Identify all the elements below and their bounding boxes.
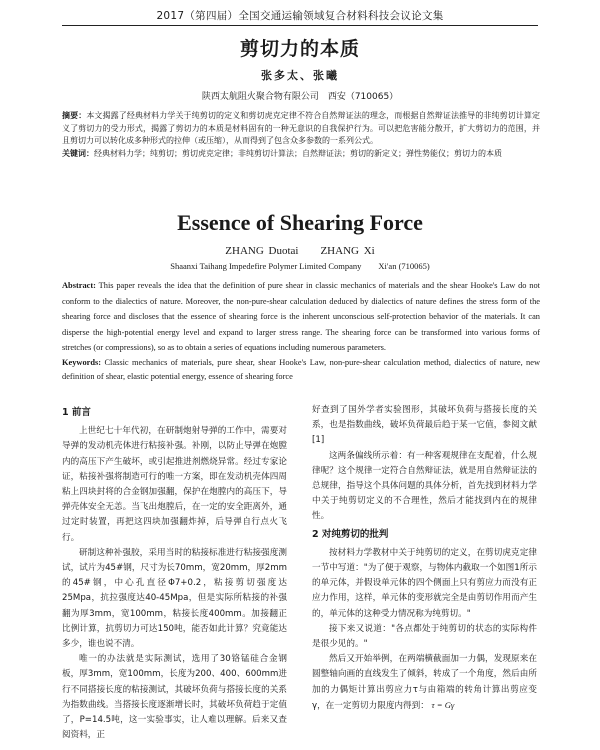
english-abstract-text: This paper reveals the idea that the definition of pure shear in classic mechanics of materials and the shear Hooke's Law do not conform to the dialectics of nature. Moreover, the non-pure-shear calculation deduced by dialectics of nature defines the stress form of the shearing force and discloses that the essence of shearing force is the inherent unconscious self-protection behavior of the materials. It can disperse the high-potential energy level and expand to larger stress range. The shearing force can be transformed into various forms of stretches (or compressions), so as to obtain a series of equations including numerous parameters. (62, 281, 540, 352)
chinese-title: 剪切力的本质 (239, 38, 360, 60)
paragraph: 唯一的办法就是实际测试，选用了30铬锰硅合金钢板，厚3mm，宽100mm，长度为200、400、600mm进行不同搭接长度的粘接测试，其破坏负荷与搭接长度的关系为指数曲线。当搭接长度逐渐增长时，其破坏负荷趋于定值了，P=14.5吨，这一实验事实，让人难以理解。后来又查阅资料，正 (62, 654, 287, 741)
header-rule (62, 25, 538, 26)
paragraph: 研制这种补强胶，采用当时的粘接标准进行粘接强度测试，试片为45#钢，尺寸为长70mm，宽20mm，厚2mm的45#钢，中心孔直径Φ7+0.2，粘接剪切强度达25Mpa，抗拉强度达40-45Mpa，但是实际所粘接的补强翻为厚3mm，宽100mm，粘接长度400mm。加接翻正比例计算，抗剪切力可达150吨，能否如此计算？究竟能达多少，谁也说不清。 (62, 547, 287, 650)
english-title: Essence of Shearing Force (177, 210, 423, 235)
english-keywords-block (62, 356, 540, 384)
chinese-keywords-text: 经典材料力学；纯剪切；剪切虎克定律；非纯剪切计算法；自然辩证法；剪切的新定义；弹性势能仪；剪切力的本质 (94, 148, 502, 158)
left-column (62, 403, 287, 743)
chinese-abstract-label: 摘要： (62, 111, 87, 120)
section-1-heading: 1 前言 (62, 407, 91, 418)
english-authors: ZHANG Duotai ZHANG Xi (225, 245, 375, 257)
chinese-abstract-text: 本文揭露了经典材料力学关于纯剪切的定义和剪切虎克定律不符合自然辩证法的理念，而根据自然辩证法推导的非纯剪切计算定义了剪切力的受力形式，揭露了剪切力的本质是材料固有的一种无意识的自我保护行为。可以把危害能分散开，扩大剪切力的范围，并且剪切力可以转化成多种形式的拉伸（或压缩），从而得到了包含众多参数的一系列公式。 (62, 111, 540, 145)
chinese-abstract-block (62, 110, 540, 160)
english-abstract-label: Abstract: (62, 281, 96, 290)
english-affiliation: Shaanxi Taihang Impedefire Polymer Limited Company Xi'an (710065) (170, 261, 430, 271)
paragraph: 接下来又说道："各点都处于纯剪切的状态的实际构件是很少见的。" (312, 623, 537, 650)
paragraph: 上世纪七十年代初，在研制炮射导弹的工作中，需要对导弹的发动机壳体进行粘接补强。补刚，以防止导弹在炮膛内的高压下产生破坏，或引起推进剂燃烧异常。经过专家论证，粘接补强将制造可行的唯一方案，即在发动机壳体四周粘上四块封将的合金钢加强翻，保护在炮膛内的高压下，导弹壳体安全无恙。当飞出炮膛后，在一定的安全距离外，通过定时装置，再把这四块加强翻炸掉，后导弹自行点火飞行。 (62, 426, 287, 543)
english-keywords-text: Classic mechanics of materials, pure shear, shear Hooke's Law, non-pure-shear calculation method, dialectics of nature, new definition of shear, elastic potential energy, essence of shearing force (62, 358, 540, 381)
chinese-affiliation: 陕西太航阻火聚合物有限公司 西安（710065） (201, 92, 399, 102)
shear-formula: τ = Gγ (431, 699, 455, 710)
right-column (312, 403, 537, 714)
paragraph: 按材料力学教材中关于纯剪切的定义，在剪切虎克定律一节中写道："为了便于观察，与物体内截取一个如图1所示的单元体，并假设单元体的四个侧面上只有剪应力而没有正应力作用，这样，单元体的变形就完全是由剪切作用而产生的，单元体的这种受力情况称为纯剪切。" (312, 547, 537, 619)
chinese-authors: 张多太、张曦 (261, 69, 339, 82)
paragraph: 这两条偏线所示着：有一种客观规律在支配着，什么规律呢？这个规律一定符合自然辩证法，就是用自然辩证法的总规律，指导这个具体问题的具体分析，首先找到材料力学中关于纯剪切定义的不合理性，然后才能找到内在的规律性。 (312, 450, 537, 522)
running-header: 2017（第四届）全国交通运输领域复合材料科技会议论文集 (156, 10, 444, 22)
section-2-heading: 2 对纯剪切的批判 (312, 528, 389, 540)
paragraph (312, 652, 537, 714)
paragraph-text: 然后又开始举例，在两端横截面加一力偶，发现原来在圆整轴向画的直线发生了倾斜，转成了一个角度，然后由所加的力偶矩计算出剪应力τ与由箱端的转角计算出剪应变γ，在一定剪切力限度内得到： (312, 654, 537, 711)
english-abstract-block (62, 278, 540, 356)
chinese-keywords-label: 关键词： (62, 148, 94, 158)
english-keywords-label: Keywords: (62, 358, 102, 367)
paragraph: 好查到了国外学者实验图形，其破坏负荷与搭接长度的关系，也是指数曲线，破坏负荷最后趋于某一它值，参阅文献[1] (312, 405, 537, 446)
